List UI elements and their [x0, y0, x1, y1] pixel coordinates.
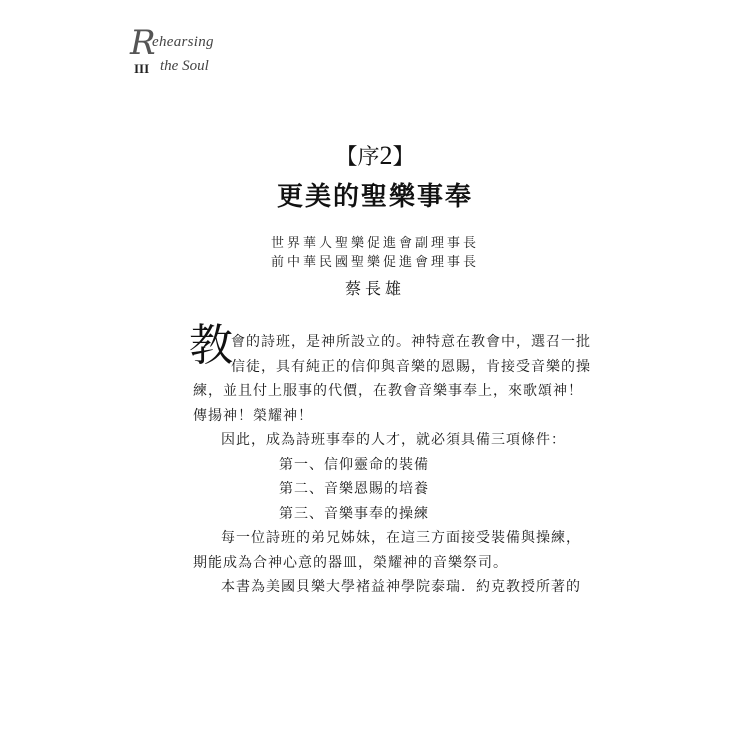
drop-cap: 教: [189, 320, 233, 371]
paragraph-1-line-2: 信徒，具有純正的信仰與音樂的恩賜，肯接受音樂的操: [231, 358, 591, 375]
page-number: III: [134, 61, 150, 76]
body-text: [193, 330, 591, 600]
author-name: 蔡長雄: [344, 279, 405, 298]
header-title-line2: the Soul: [160, 58, 209, 74]
paragraph-1-line-3: 練，並且付上服事的代價，在教會音樂事奉上，來歌頌神！: [193, 383, 583, 399]
header-title-line1: ehearsing: [152, 34, 214, 50]
paragraph-4-line-1: 本書為美國貝樂大學褚益神學院泰瑞．約克教授所著的: [221, 579, 581, 595]
header-initial: R: [130, 23, 156, 63]
chapter-title: 更美的聖樂事奉: [276, 182, 473, 212]
list-item-3: 第三、音樂事奉的操練: [279, 505, 429, 522]
paragraph-1-line-1: 會的詩班，是神所設立的。神特意在教會中，選召一批: [231, 334, 591, 350]
paragraph-2: 因此，成為詩班事奉的人才，就必須具備三項條件：: [221, 432, 566, 448]
chapter-label-close: 】: [392, 145, 415, 170]
chapter-label-open: 【序: [335, 145, 380, 170]
chapter-label: [0, 140, 750, 171]
author-role-1: 世界華人聖樂促進會副理事長: [270, 236, 479, 251]
chapter-number: 2: [379, 141, 393, 170]
paragraph-1-line-4: 傳揚神！榮耀神！: [193, 407, 313, 424]
list-item-1: 第一、信仰靈命的裝備: [279, 456, 429, 473]
list-item-2: 第二、音樂恩賜的培養: [279, 481, 429, 497]
paragraph-3-line-1: 每一位詩班的弟兄姊妹，在這三方面接受裝備與操練，: [221, 530, 581, 546]
author-roles: [0, 234, 750, 272]
author-role-2: 前中華民國聖樂促進會理事長: [270, 255, 479, 270]
running-header: [128, 23, 268, 76]
paragraph-3-line-2: 期能成為合神心意的器皿，榮耀神的音樂祭司。: [193, 554, 508, 571]
